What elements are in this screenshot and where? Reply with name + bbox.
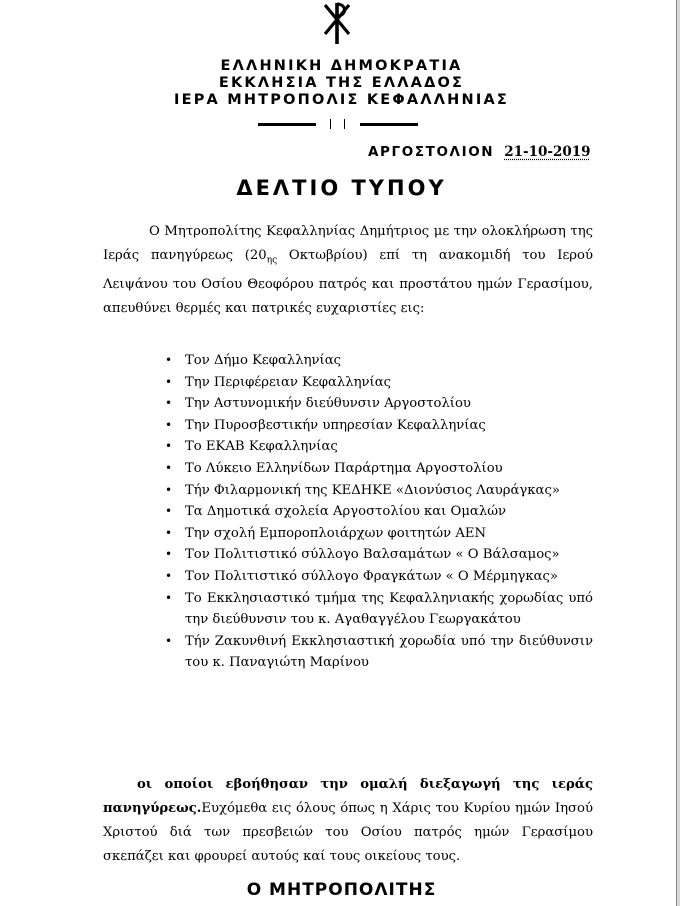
list-item-text: Την Αστυνομικήν διεύθυνσιν Αργοστολίου <box>185 396 471 412</box>
list-item <box>165 350 593 372</box>
bullet-icon: • <box>165 590 173 605</box>
document-title: ΔΕΛΤΙΟ ΤΥΠΟΥ <box>236 176 447 200</box>
intro-superscript: ης <box>266 255 278 266</box>
dateline-place: ΑΡΓΟΣΤΟΛΙΟΝ <box>368 144 495 160</box>
list-item <box>165 544 593 566</box>
bullet-icon: • <box>165 417 173 432</box>
bullet-icon: • <box>165 633 173 648</box>
closing-bold-text: οι οποίοι εβοήθησαν την ομαλή διεξαγωγή της ιεράς πανηγύρεως. <box>103 777 593 816</box>
list-item <box>165 436 593 458</box>
bullet-icon: • <box>165 525 173 540</box>
dateline-date: 21-10-2019 <box>504 144 591 160</box>
bullet-icon: • <box>165 547 173 562</box>
letterhead-line-state: ΕΛΛΗΝΙΚΗ ΔΗΜΟΚΡΑΤΙΑ <box>220 58 463 74</box>
list-item <box>165 393 593 415</box>
list-item-text: Την Περιφέρειαν Κεφαλληνίας <box>185 374 392 390</box>
list-item <box>165 631 593 674</box>
list-item-text: Τον Πολιτιστικό σύλλογο Φραγκάτων « Ο Μέρμηγκας» <box>185 568 558 584</box>
list-item-text: Το Λύκειο Ελληνίδων Παράρτημα Αργοστολίου <box>185 460 503 476</box>
list-item <box>165 458 593 480</box>
header-divider <box>258 119 418 129</box>
recipients-list <box>165 350 593 674</box>
list-item-text: Την Πυροσβεστικήν υπηρεσίαν Κεφαλληνίας <box>185 417 486 433</box>
bullet-icon: • <box>165 439 173 454</box>
list-item-text: Το Εκκλησιαστικό τμήμα της Κεφαλληνιακής χορωδίας υπό την διεύθυνσιν του κ. Αγαθαγγέλου Γεωργακάτου <box>185 590 593 628</box>
page-edge <box>676 0 677 906</box>
intro-paragraph <box>103 220 593 321</box>
list-item <box>165 501 593 523</box>
intro-text-after: Οκτωβρίου) επί τη ανακομιδή του Ιερού Λειψάνου του Οσίου Θεοφόρου πατρός και προστάτου ημών Γερασίμου, απευθύνει θερμές και πατρικές ευχαριστίες εις: <box>103 248 593 316</box>
closing-text: Ευχόμεθα εις όλους όπως η Χάρις του Κυρίου ημών Ιησού Χριστού διά των πρεσβειών του Οσίου πατρός ημών Γερασίμου σκεπάζει και φρουρεί αυτούς καί τους οικείους τους. <box>103 801 593 864</box>
list-item-text: Τον Δήμο Κεφαλληνίας <box>185 353 341 368</box>
list-item <box>165 566 593 588</box>
letterhead <box>0 58 683 109</box>
page-edge-shadow <box>677 0 680 906</box>
bullet-icon: • <box>165 568 173 583</box>
dateline <box>368 144 591 160</box>
closing-paragraph <box>103 773 593 869</box>
bullet-icon: • <box>165 504 173 519</box>
list-item <box>165 523 593 545</box>
list-item-text: Τήν Ζακυνθινή Εκκλησιαστική χορωδία υπό την διεύθυνσιν του κ. Παναγιώτη Μαρίνου <box>185 633 593 671</box>
list-item <box>165 415 593 437</box>
list-item-text: Το ΕΚΑΒ Κεφαλληνίας <box>185 439 338 455</box>
list-item-text: Τον Πολιτιστικό σύλλογο Βαλσαμάτων « Ο Βάλσαμος» <box>185 547 560 563</box>
letterhead-line-church: ΕΚΚΛΗΣΙΑ ΤΗΣ ΕΛΛΑΔΟΣ <box>218 75 465 91</box>
list-item <box>165 480 593 502</box>
list-item <box>165 372 593 394</box>
list-item-text: Τήν Φιλαρμονική της ΚΕΔΗΚΕ «Διονύσιος Λαυράγκας» <box>185 482 560 498</box>
intro-text-before: Ο Μητροπολίτης Κεφαλληνίας Δημήτριος με την ολοκλήρωση της Ιεράς πανηγύρεως (20 <box>103 224 593 263</box>
bullet-icon: • <box>165 396 173 411</box>
list-item-text: Τα Δημοτικά σχολεία Αργοστολίου και Ομαλών <box>185 504 506 520</box>
letterhead-line-metropolis: ΙΕΡΑ ΜΗΤΡΟΠΟΛΙΣ ΚΕΦΑΛΛΗΝΙΑΣ <box>174 92 509 108</box>
signature: Ο ΜΗΤΡΟΠΟΛΙΤΗΣ <box>246 880 437 900</box>
bullet-icon: • <box>165 482 173 497</box>
list-item <box>165 588 593 631</box>
bullet-icon: • <box>165 353 173 367</box>
bullet-icon: • <box>165 460 173 475</box>
bullet-icon: • <box>165 374 173 389</box>
chi-rho-emblem-icon <box>320 2 354 44</box>
list-item-text: Την σχολή Εμποροπλοιάρχων φοιτητών ΑΕΝ <box>185 525 487 541</box>
